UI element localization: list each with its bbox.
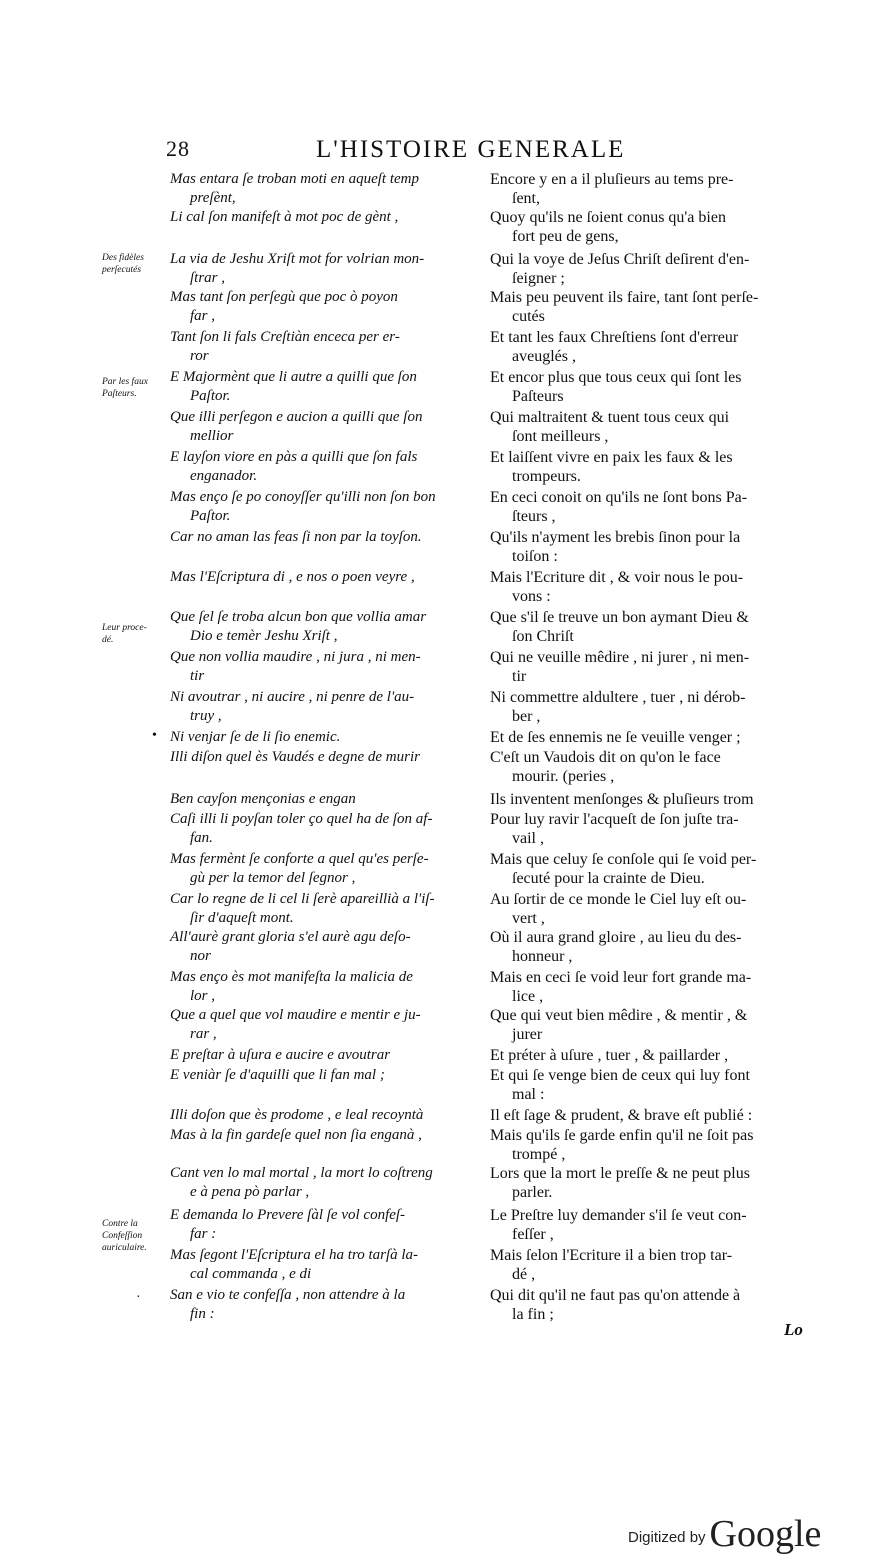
verse-line: Car no aman las feas ſi non par la toyſon. bbox=[170, 529, 422, 545]
occitan-verse bbox=[170, 748, 482, 767]
occitan-verse bbox=[170, 608, 482, 646]
occitan-verse bbox=[170, 890, 482, 928]
french-translation bbox=[490, 1246, 808, 1284]
occitan-verse bbox=[170, 928, 482, 966]
translation-line: la fin ; bbox=[512, 1306, 554, 1323]
verse-line: La via de Jeshu Xriſt mot for volrian mon- bbox=[170, 251, 425, 267]
verse-line: San e vio te confeſſa , non attendre à la bbox=[170, 1287, 406, 1303]
french-translation bbox=[490, 748, 808, 786]
occitan-verse bbox=[170, 170, 482, 208]
margin-note-line: perſecutés bbox=[102, 265, 142, 275]
translation-line: vail , bbox=[512, 830, 544, 847]
occitan-verse bbox=[170, 368, 482, 406]
translation-line: Qui maltraitent & tuent tous ceux qui bbox=[490, 409, 730, 426]
catchword: Lo bbox=[784, 1320, 803, 1339]
translation-line: Qui ne veuille mêdire , ni jurer , ni men- bbox=[490, 649, 750, 666]
translation-line: feſſer , bbox=[512, 1226, 554, 1243]
margin-note-line: Leur proce- bbox=[102, 623, 147, 633]
verse-line: far , bbox=[190, 308, 216, 324]
occitan-verse bbox=[170, 568, 482, 587]
verse-line: truy , bbox=[190, 708, 222, 724]
occitan-verse bbox=[170, 1066, 482, 1085]
french-translation bbox=[490, 648, 808, 686]
occitan-verse bbox=[170, 1206, 482, 1244]
french-translation bbox=[490, 408, 808, 446]
translation-line: cutés bbox=[512, 308, 545, 325]
translation-line: ſteurs , bbox=[512, 508, 556, 525]
translation-line: Que qui veut bien mêdire , & mentir , & bbox=[490, 1007, 748, 1024]
verse-line: ſtrar , bbox=[190, 270, 226, 286]
margin-note bbox=[102, 622, 170, 646]
french-translation bbox=[490, 250, 808, 288]
french-translation bbox=[490, 1206, 808, 1244]
french-translation bbox=[490, 850, 808, 888]
translation-line: toiſon : bbox=[512, 548, 558, 565]
verse-line: E layſon viore en pàs a quilli que ſon fals bbox=[170, 449, 418, 465]
verse-line: Car lo regne de li cel li ſerè apareillià a l'iſ- bbox=[170, 891, 435, 907]
translation-line: Qui dit qu'il ne faut pas qu'on attende à bbox=[490, 1287, 741, 1304]
french-translation bbox=[490, 1106, 808, 1125]
verse-line: E preſtar à uſura e aucire e avoutrar bbox=[170, 1047, 391, 1063]
french-translation bbox=[490, 608, 808, 646]
occitan-verse bbox=[170, 1046, 482, 1065]
translation-line: mal : bbox=[512, 1086, 545, 1103]
french-translation bbox=[490, 328, 808, 366]
translation-line: jurer bbox=[512, 1026, 543, 1043]
translation-line: Mais qu'ils ſe garde enfin qu'il ne ſoit pas bbox=[490, 1127, 754, 1144]
translation-line: lice , bbox=[512, 988, 544, 1005]
verse-line: Que a quel que vol maudire e mentir e ju- bbox=[170, 1007, 421, 1023]
verse-line: ror bbox=[190, 348, 209, 364]
translation-line: honneur , bbox=[512, 948, 573, 965]
occitan-verse bbox=[170, 850, 482, 888]
occitan-verse bbox=[170, 1006, 482, 1044]
verse-line: E Majormènt que li autre a quilli que ſon bbox=[170, 369, 417, 385]
translation-line: Mais ſelon l'Ecriture il a bien trop tar- bbox=[490, 1247, 733, 1264]
verse-line: enganador. bbox=[190, 468, 258, 484]
translation-line: mourir. (peries , bbox=[512, 768, 615, 785]
french-translation bbox=[490, 1066, 808, 1104]
translation-line: Ni commettre aldultere , tuer , ni dérob- bbox=[490, 689, 746, 706]
verse-line: Mas à la fin gardeſe quel non ſia enganà , bbox=[170, 1127, 422, 1143]
verse-line: Ben cayſon mençonias e engan bbox=[170, 791, 356, 807]
verse-line: fan. bbox=[190, 830, 213, 846]
translation-line: vert , bbox=[512, 910, 545, 927]
digitized-watermark bbox=[628, 1512, 821, 1556]
translation-line: Au ſortir de ce monde le Ciel luy eſt ou- bbox=[490, 891, 747, 908]
verse-line: e à pena pò parlar , bbox=[190, 1184, 310, 1200]
french-translation bbox=[490, 208, 808, 246]
french-translation bbox=[490, 170, 808, 208]
verse-line: Paſtor. bbox=[190, 388, 231, 404]
french-translation bbox=[490, 890, 808, 928]
margin-note-line: Confeſſion bbox=[102, 1231, 143, 1241]
margin-note-line: Contre la bbox=[102, 1219, 138, 1229]
french-translation bbox=[490, 968, 808, 1006]
french-translation bbox=[490, 488, 808, 526]
translation-line: Qu'ils n'ayment les brebis ſinon pour la bbox=[490, 529, 741, 546]
verse-line: Caſi illi li poyſan toler ço quel ha de ſon af- bbox=[170, 811, 433, 827]
verse-line: Illi diſon quel ès Vaudés e degne de murir bbox=[170, 749, 420, 765]
occitan-verse bbox=[170, 1286, 482, 1324]
verse-line: far : bbox=[190, 1226, 217, 1242]
translation-line: Paſteurs bbox=[512, 388, 564, 405]
translation-line: C'eſt un Vaudois dit on qu'on le face bbox=[490, 749, 721, 766]
translation-line: ſecuté pour la crainte de Dieu. bbox=[512, 870, 705, 887]
french-translation bbox=[490, 1126, 808, 1164]
occitan-verse bbox=[170, 328, 482, 366]
margin-note bbox=[102, 252, 170, 276]
occitan-verse bbox=[170, 1164, 482, 1202]
french-translation bbox=[490, 790, 808, 809]
translation-line: ſent, bbox=[512, 190, 540, 207]
french-translation bbox=[490, 1286, 808, 1324]
page-header bbox=[0, 136, 884, 166]
occitan-verse bbox=[170, 790, 482, 809]
occitan-verse bbox=[170, 1106, 482, 1125]
stray-mark: · bbox=[136, 1290, 141, 1305]
verse-line: rar , bbox=[190, 1026, 217, 1042]
translation-line: Et de ſes ennemis ne ſe veuille venger ; bbox=[490, 729, 741, 746]
translation-line: En ceci conoit on qu'ils ne ſont bons Pa- bbox=[490, 489, 748, 506]
verse-line: Que non vollia maudire , ni jura , ni men- bbox=[170, 649, 421, 665]
translation-line: vons : bbox=[512, 588, 551, 605]
watermark-label: Digitized by bbox=[628, 1529, 706, 1546]
verse-line: preſènt, bbox=[190, 190, 236, 206]
translation-line: Le Preſtre luy demander s'il ſe veut con- bbox=[490, 1207, 747, 1224]
verse-line: Ni avoutrar , ni aucire , ni penre de l'au- bbox=[170, 689, 415, 705]
verse-line: mellior bbox=[190, 428, 234, 444]
french-translation bbox=[490, 528, 808, 566]
running-title: L'HISTOIRE GENERALE bbox=[316, 136, 626, 163]
translation-line: Lors que la mort le preſſe & ne peut plus bbox=[490, 1165, 750, 1182]
translation-line: Et préter à uſure , tuer , & paillarder , bbox=[490, 1047, 729, 1064]
verse-line: Mas fermènt ſe conforte a quel qu'es perſe- bbox=[170, 851, 429, 867]
margin-note bbox=[102, 376, 170, 400]
translation-line: Où il aura grand gloire , au lieu du des- bbox=[490, 929, 742, 946]
french-translation bbox=[490, 368, 808, 406]
occitan-verse bbox=[170, 448, 482, 486]
verse-line: gù per la temor del ſegnor , bbox=[190, 870, 356, 886]
translation-line: dé , bbox=[512, 1266, 536, 1283]
translation-line: aveuglés , bbox=[512, 348, 576, 365]
translation-line: trompeurs. bbox=[512, 468, 581, 485]
verse-line: Mas enço ſe po conoyſſer qu'illi non ſon bon bbox=[170, 489, 436, 505]
translation-line: ſont meilleurs , bbox=[512, 428, 609, 445]
verse-line: Mas l'Eſcriptura di , e nos o poen veyre , bbox=[170, 569, 415, 585]
verse-line: Mas entara ſe troban moti en aqueſt temp bbox=[170, 171, 419, 187]
verse-line: Paſtor. bbox=[190, 508, 231, 524]
french-translation bbox=[490, 688, 808, 726]
page-number: 28 bbox=[166, 136, 190, 161]
google-logo: Google bbox=[709, 1513, 822, 1555]
verse-line: Que ſel ſe troba alcun bon que vollia amar bbox=[170, 609, 427, 625]
verse-line: Mas tant ſon perſegù que poc ò poyon bbox=[170, 289, 398, 305]
translation-line: Il eſt ſage & prudent, & brave eſt publié : bbox=[490, 1107, 753, 1124]
margin-note bbox=[102, 1218, 170, 1254]
margin-note-line: dé. bbox=[102, 635, 114, 645]
french-translation bbox=[490, 288, 808, 326]
translation-line: Mais que celuy ſe conſole qui ſe void per- bbox=[490, 851, 757, 868]
verse-line: E veniàr ſe d'aquilli que li fan mal ; bbox=[170, 1067, 385, 1083]
occitan-verse bbox=[170, 810, 482, 848]
verse-line: Dio e temèr Jeshu Xriſt , bbox=[190, 628, 338, 644]
verse-line: E demanda lo Prevere ſàl ſe vol confeſ- bbox=[170, 1207, 406, 1223]
translation-line: parler. bbox=[512, 1184, 553, 1201]
verse-line: All'aurè grant gloria s'el aurè agu deſo- bbox=[170, 929, 411, 945]
translation-line: Mais en ceci ſe void leur fort grande ma- bbox=[490, 969, 752, 986]
french-translation bbox=[490, 448, 808, 486]
french-translation bbox=[490, 1046, 808, 1065]
translation-line: Quoy qu'ils ne ſoient conus qu'a bien bbox=[490, 209, 726, 226]
translation-line: Et qui ſe venge bien de ceux qui luy font bbox=[490, 1067, 750, 1084]
occitan-verse bbox=[170, 728, 482, 747]
occitan-verse bbox=[170, 288, 482, 326]
margin-note-line: Par les faux bbox=[102, 377, 148, 387]
margin-note-line: auriculaire. bbox=[102, 1243, 147, 1253]
occitan-verse bbox=[170, 488, 482, 526]
verse-line: Cant ven lo mal mortal , la mort lo coſtreng bbox=[170, 1165, 433, 1181]
translation-line: Que s'il ſe treuve un bon aymant Dieu & bbox=[490, 609, 749, 626]
occitan-verse bbox=[170, 688, 482, 726]
verse-line: tir bbox=[190, 668, 205, 684]
french-translation bbox=[490, 810, 808, 848]
translation-line: ber , bbox=[512, 708, 541, 725]
french-translation bbox=[490, 728, 808, 747]
margin-note-line: Paſteurs. bbox=[102, 389, 137, 399]
translation-line: Pour luy ravir l'acqueſt de ſon juſte tra- bbox=[490, 811, 739, 828]
occitan-verse bbox=[170, 1246, 482, 1284]
french-translation bbox=[490, 1164, 808, 1202]
occitan-verse bbox=[170, 968, 482, 1006]
translation-line: fort peu de gens, bbox=[512, 228, 619, 245]
occitan-verse bbox=[170, 208, 482, 227]
french-translation bbox=[490, 928, 808, 966]
translation-line: Qui la voye de Jeſus Chriſt deſirent d'en- bbox=[490, 251, 750, 268]
occitan-verse bbox=[170, 1126, 482, 1145]
verse-line: Mas enço ès mot manifeſta la malicia de bbox=[170, 969, 413, 985]
translation-line: trompé , bbox=[512, 1146, 566, 1163]
translation-line: Mais peu peuvent ils faire, tant ſont perſe- bbox=[490, 289, 759, 306]
verse-line: ſir d'aqueſt mont. bbox=[190, 910, 294, 926]
verse-line: Ni venjar ſe de li ſio enemic. bbox=[170, 729, 341, 745]
occitan-verse bbox=[170, 648, 482, 686]
margin-note-line: Des fidèles bbox=[102, 253, 144, 263]
verse-line: nor bbox=[190, 948, 211, 964]
translation-line: Ils inventent menſonges & pluſieurs trom bbox=[490, 791, 754, 808]
verse-line: Que illi perſegon e aucion a quilli que ſon bbox=[170, 409, 423, 425]
occitan-verse bbox=[170, 408, 482, 446]
translation-line: Mais l'Ecriture dit , & voir nous le pou- bbox=[490, 569, 744, 586]
translation-line: Et tant les faux Chreſtiens ſont d'erreur bbox=[490, 329, 739, 346]
verse-line: cal commanda , e di bbox=[190, 1266, 312, 1282]
verse-line: lor , bbox=[190, 988, 216, 1004]
translation-line: tir bbox=[512, 668, 527, 685]
verse-line: Illi doſon que ès prodome , e leal recoyntà bbox=[170, 1107, 424, 1123]
stray-mark: • bbox=[152, 728, 157, 743]
translation-line: Et encor plus que tous ceux qui ſont les bbox=[490, 369, 742, 386]
translation-line: Encore y en a il pluſieurs au tems pre- bbox=[490, 171, 734, 188]
translation-line: Et laiſſent vivre en paix les faux & les bbox=[490, 449, 733, 466]
verse-line: Tant ſon li fals Creſtiàn enceca per er- bbox=[170, 329, 400, 345]
verse-line: fin : bbox=[190, 1306, 215, 1322]
translation-line: ſon Chriſt bbox=[512, 628, 574, 645]
verse-line: Li cal ſon manifeſt à mot poc de gènt , bbox=[170, 209, 399, 225]
occitan-verse bbox=[170, 528, 482, 547]
translation-line: ſeigner ; bbox=[512, 270, 565, 287]
french-translation bbox=[490, 568, 808, 606]
french-translation bbox=[490, 1006, 808, 1044]
occitan-verse bbox=[170, 250, 482, 288]
verse-line: Mas ſegont l'Eſcriptura el ha tro tarſà la- bbox=[170, 1247, 419, 1263]
